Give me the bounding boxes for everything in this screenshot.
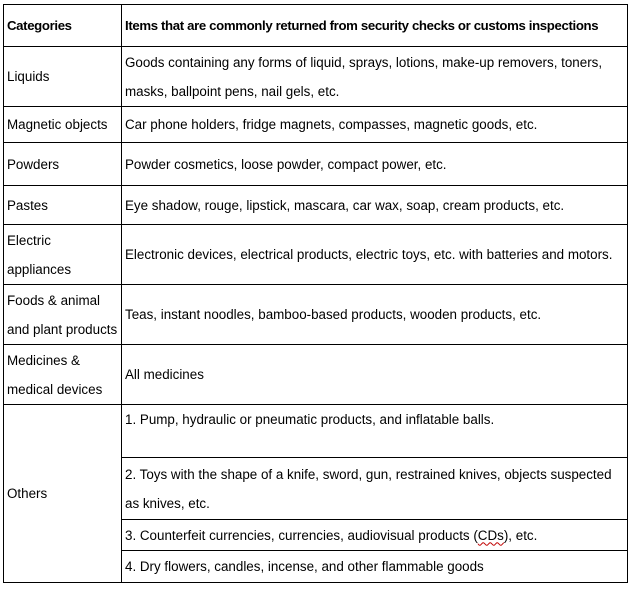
- category-cell: Others: [4, 405, 122, 583]
- items-cell: Car phone holders, fridge magnets, compasses, magnetic goods, etc.: [122, 107, 628, 143]
- items-cell: [122, 520, 628, 551]
- item-text: ), etc.: [503, 527, 538, 543]
- items-cell: Goods containing any forms of liquid, sprays, lotions, make-up removers, toners, masks, ballpoint pens, nail gels, etc.: [122, 47, 628, 107]
- category-cell: Liquids: [4, 47, 122, 107]
- items-cell: All medicines: [122, 345, 628, 405]
- category-cell: Magnetic objects: [4, 107, 122, 143]
- header-categories: Categories: [4, 5, 122, 47]
- header-items: Items that are commonly returned from security checks or customs inspections: [122, 5, 628, 47]
- table-row: [4, 143, 628, 186]
- table-row: [4, 345, 628, 405]
- table-row: [4, 405, 628, 458]
- items-cell: Eye shadow, rouge, lipstick, mascara, car wax, soap, cream products, etc.: [122, 186, 628, 225]
- item-text: 3. Counterfeit currencies, currencies, audiovisual products (: [125, 527, 478, 543]
- category-cell: Foods & animal and plant products: [4, 285, 122, 345]
- table-row: [4, 47, 628, 107]
- items-table-container: [3, 4, 628, 583]
- category-cell: Electric appliances: [4, 225, 122, 285]
- returned-items-table: [3, 4, 628, 583]
- table-row: [4, 225, 628, 285]
- table-row: [4, 285, 628, 345]
- items-cell: 4. Dry flowers, candles, incense, and other flammable goods: [122, 551, 628, 583]
- items-cell: Powder cosmetics, loose powder, compact power, etc.: [122, 143, 628, 186]
- items-cell: 2. Toys with the shape of a knife, sword, gun, restrained knives, objects suspected as knives, etc.: [122, 458, 628, 520]
- table-row: [4, 107, 628, 143]
- spellcheck-word: CDs: [477, 527, 504, 543]
- table-header-row: [4, 5, 628, 47]
- category-cell: Medicines & medical devices: [4, 345, 122, 405]
- items-cell: Electronic devices, electrical products, electric toys, etc. with batteries and motors.: [122, 225, 628, 285]
- category-cell: Pastes: [4, 186, 122, 225]
- items-cell: Teas, instant noodles, bamboo-based products, wooden products, etc.: [122, 285, 628, 345]
- category-cell: Powders: [4, 143, 122, 186]
- table-row: [4, 186, 628, 225]
- items-cell: 1. Pump, hydraulic or pneumatic products, and inflatable balls.: [122, 405, 628, 458]
